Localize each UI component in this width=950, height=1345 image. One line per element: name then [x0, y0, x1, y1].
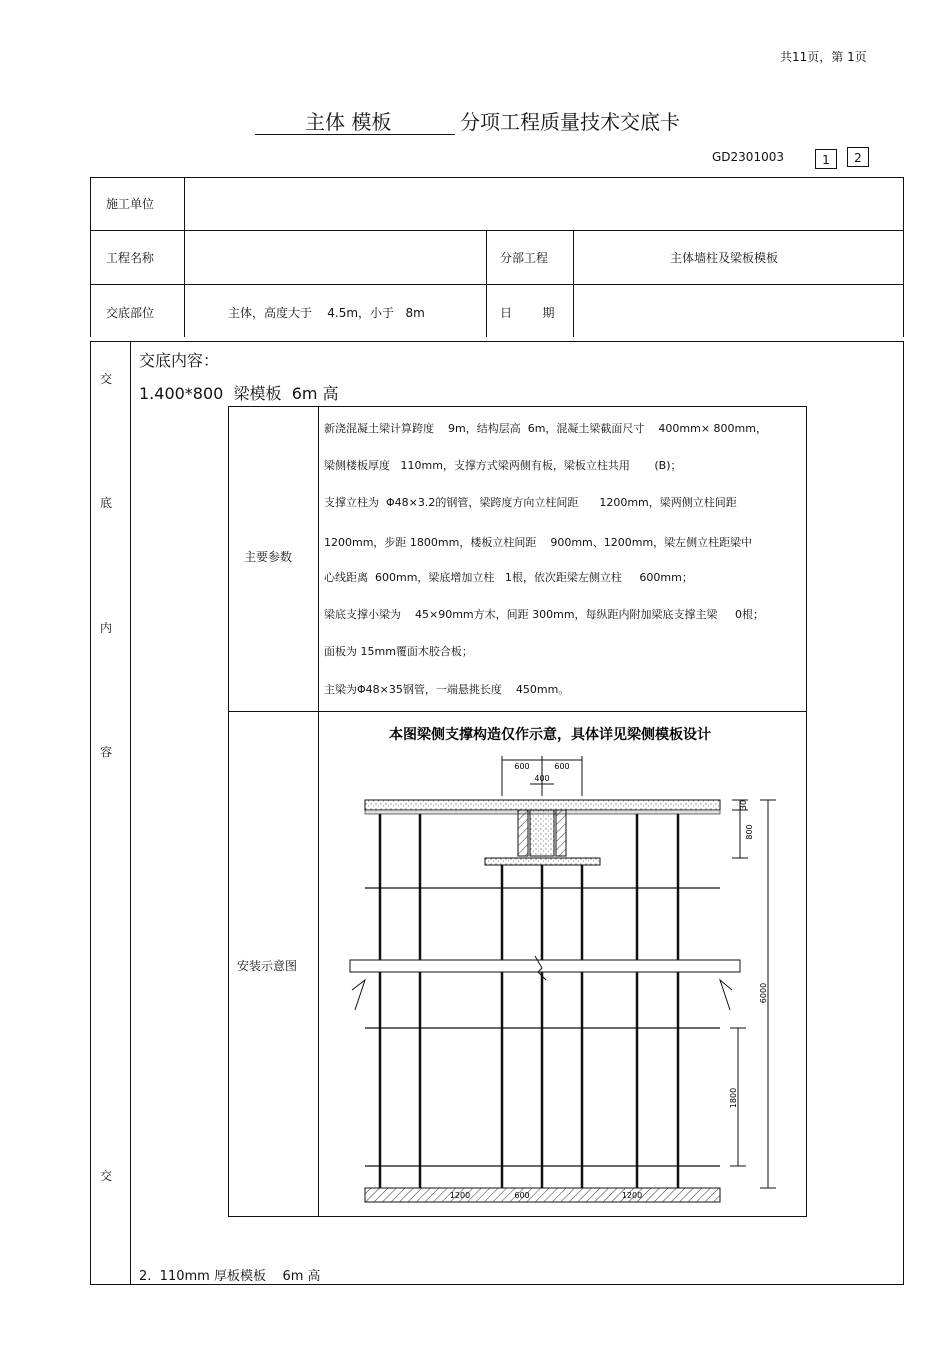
- param-line: 面板为 15mm覆面木胶合板；: [324, 645, 473, 658]
- section2-title: 2. 110mm 厚板模板 6m 高: [139, 1269, 321, 1284]
- param-line: 心线距离 600mm，梁底增加立柱 1根，依次距梁左侧立柱 600mm；: [324, 571, 693, 584]
- dim-top-mid: 400: [534, 774, 550, 783]
- param-line: 新浇混凝土梁计算跨度 9m，结构层高 6m，混凝土梁截面尺寸 400mm× 800mm，: [324, 422, 767, 435]
- section1-title: 1.400*800 梁模板 6m 高: [139, 384, 339, 403]
- dim-slab: 30: [739, 799, 748, 811]
- dim-bottom-left: 1200: [449, 1191, 471, 1200]
- param-line: 梁底支撑小梁为 45×90mm方木，间距 300mm，每纵距内附加梁底支撑主梁 0根；: [324, 608, 765, 621]
- dim-bottom-mid: 600: [514, 1191, 530, 1200]
- param-line: 梁侧楼板厚度 110mm，支撑方式梁两侧有板，梁板立柱共用 (B)；: [324, 459, 682, 472]
- param-line: 主梁为Φ48×35钢管，一端悬挑长度 450mm。: [324, 683, 570, 696]
- side-char-3: 内: [100, 621, 113, 635]
- label-date: 日 期: [500, 306, 555, 320]
- diagram-title: 本图梁侧支撑构造仅作示意，具体详见梁侧模板设计: [389, 727, 711, 743]
- dim-step: 1800: [729, 1087, 738, 1109]
- page-info: 共11页，第 1页: [780, 50, 867, 64]
- param-line: 支撑立柱为 Φ48×3.2的钢管，梁跨度方向立柱间距 1200mm，梁两侧立柱间距: [324, 496, 737, 509]
- dim-height: 6000: [759, 982, 768, 1004]
- params-label: 主要参数: [244, 550, 293, 564]
- dim-beam: 800: [745, 824, 754, 840]
- label-project-name: 工程名称: [106, 251, 155, 265]
- dim-bottom-right: 1200: [621, 1191, 643, 1200]
- dim-top-right: 600: [554, 762, 570, 771]
- label-disclosure-part: 交底部位: [106, 306, 155, 320]
- label-construction-unit: 施工单位: [106, 197, 155, 211]
- doc-code: GD2301003: [712, 150, 784, 164]
- param-line: 1200mm，步距 1800mm，楼板立柱间距 900mm、1200mm，梁左侧立柱距梁中: [324, 536, 753, 549]
- label-sub-project: 分部工程: [500, 251, 549, 265]
- side-char-5: 交: [100, 1169, 113, 1183]
- side-char-4: 容: [100, 745, 113, 759]
- value-disclosure-part: 主体，高度大于 4.5m，小于 8m: [228, 306, 425, 320]
- title-subject: 主体 模板: [305, 110, 392, 134]
- page-title: 分项工程质量技术交底卡: [460, 110, 680, 134]
- dim-top-left: 600: [514, 762, 530, 771]
- diagram-label: 安装示意图: [237, 959, 298, 973]
- side-char-2: 底: [100, 496, 113, 510]
- installation-diagram: [340, 718, 780, 1210]
- content-heading: 交底内容：: [139, 351, 220, 370]
- doc-box-1: 1: [815, 149, 837, 169]
- side-char-1: 交: [100, 372, 113, 386]
- value-sub-project: 主体墙柱及梁板模板: [670, 251, 779, 265]
- doc-box-2: 2: [847, 147, 869, 167]
